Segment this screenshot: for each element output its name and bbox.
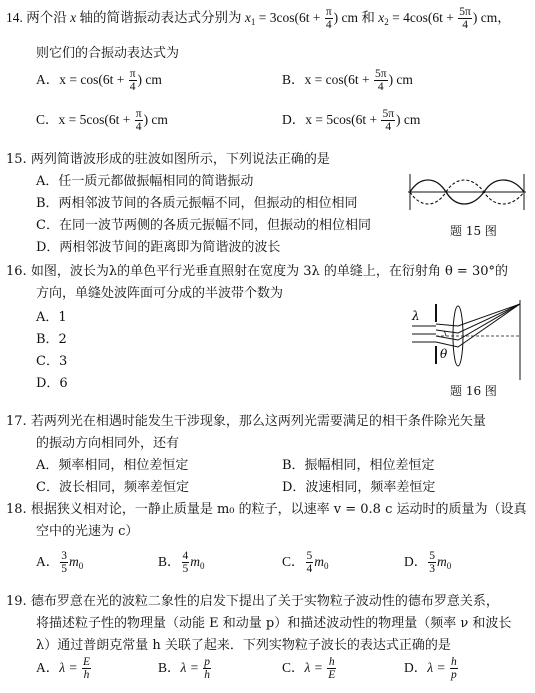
q16-stem-line2: 方向，单缝处波阵面可分成的半波带个数为 (36, 286, 284, 301)
q15-option-b[interactable]: B．两相邻波节间的各质元振幅不同，但振动的相位相同 (36, 196, 358, 211)
q14-x2-fraction: $\frac{5\pi}{4}$ (459, 6, 471, 32)
q15-stem: 15. 两列简谐波形成的驻波如图所示，下列说法正确的是 (6, 152, 330, 167)
q14-stem: 14. 两个沿 x 轴的简谐振动表达式分别为 $x_1 = 3\cos(6t$ + $\frac{\pi}{4}$ ) cm 和 $x_2 = 4\cos(6t$ + $\frac{5\pi}{4}$ ) cm， (6, 6, 511, 32)
q17-stem: 17. 若两列光在相遇时能发生干涉现象，那么这两列光需要满足的相干条件除光矢量 (6, 414, 486, 429)
q15-option-a[interactable]: A．任一质元都做振幅相同的简谐振动 (36, 174, 254, 189)
q15-option-d[interactable]: D．两相邻波节间的距离即为简谐波的波长 (36, 240, 281, 255)
q14-option-d[interactable]: D．x = 5cos(6t + $\frac{5\pi}{4}$ ) cm (282, 108, 421, 134)
fig16-theta-label: θ (440, 347, 448, 361)
q18-number: 18. (6, 502, 27, 517)
q16-option-c[interactable]: C．3 (36, 354, 68, 369)
q14-option-c[interactable]: C．x = 5cos(6t + $\frac{\pi}{4}$ ) cm (36, 108, 168, 134)
q14-option-b[interactable]: B．x = cos(6t + $\frac{5\pi}{4}$ ) cm (282, 68, 413, 94)
q17-stem-line2: 的振动方向相同外，还有 (36, 436, 180, 451)
q17-option-c[interactable]: C．波长相同，频率差恒定 (36, 480, 189, 495)
q18-stem: 18. 根据狭义相对论，一静止质量是 m₀ 的粒子，以速率 v = 0.8 c 运动时的质量为（设真 (6, 502, 527, 517)
q18-option-c[interactable]: C． $\frac{5}{4}$ $m_0$ (282, 550, 329, 576)
q16-option-b[interactable]: B．2 (36, 332, 67, 347)
q19-number: 19. (6, 594, 27, 609)
q19-option-b[interactable]: B．λ = $\frac{p}{h}$ (158, 656, 210, 682)
q16-stem: 16. 如图，波长为λ的单色平行光垂直照射在宽度为 3λ 的单缝上，在衍射角 θ = 30°的 (6, 264, 509, 279)
q14-x1-fraction: $\frac{\pi}{4}$ (325, 6, 332, 32)
q17-option-d[interactable]: D．波速相同，频率差恒定 (282, 480, 436, 495)
q18-option-a[interactable]: A． $\frac{3}{5}$ $m_0$ (36, 550, 84, 576)
q17-option-b[interactable]: B．振幅相同，相位差恒定 (282, 458, 435, 473)
q18-option-b[interactable]: B． $\frac{4}{5}$ $m_0$ (158, 550, 205, 576)
q15-option-c[interactable]: C．在同一波节两侧的各质元振幅不同，但振动的相位相同 (36, 218, 371, 233)
q19-option-d[interactable]: D．λ = $\frac{h}{p}$ (404, 656, 457, 682)
q16-option-a[interactable]: A．1 (36, 310, 67, 325)
q19-option-a[interactable]: A．λ = $\frac{E}{h}$ (36, 656, 90, 682)
q17-number: 17. (6, 414, 27, 429)
single-slit-diffraction-figure (408, 300, 528, 384)
q16-option-d[interactable]: D．6 (36, 376, 68, 391)
q15-figure-caption: 题 15 图 (450, 224, 497, 238)
q14-stem-line2: 则它们的合振动表达式为 (36, 46, 180, 61)
q16-figure-caption: 题 16 图 (450, 384, 497, 398)
q16-number: 16. (6, 264, 27, 279)
q17-option-a[interactable]: A．频率相同，相位差恒定 (36, 458, 189, 473)
fig16-ray-1 (436, 304, 520, 326)
q19-stem-line2: 将描述粒子性的物理量（动能 E 和动量 p）和描述波动性的物理量（频率 ν 和波长 (36, 616, 512, 631)
q19-stem-line3: λ）通过普朗克常量 h 关联了起来．下列实物粒子波长的表达式正确的是 (36, 638, 451, 653)
q18-option-d[interactable]: D． $\frac{5}{3}$ $m_0$ (404, 550, 452, 576)
q19-option-c[interactable]: C．λ = $\frac{h}{E}$ (282, 656, 336, 682)
q15-number: 15. (6, 152, 27, 167)
q14-number: 14. (6, 10, 23, 25)
standing-wave-figure (408, 170, 526, 214)
q18-stem-line2: 空中的光速为 c） (36, 524, 139, 539)
q14-option-a[interactable]: A．x = cos(6t + $\frac{\pi}{4}$ ) cm (36, 68, 162, 94)
q19-stem: 19. 德布罗意在光的波粒二象性的启发下提出了关于实物粒子波动性的德布罗意关系， (6, 594, 499, 609)
fig16-lambda-label: λ (412, 309, 420, 323)
